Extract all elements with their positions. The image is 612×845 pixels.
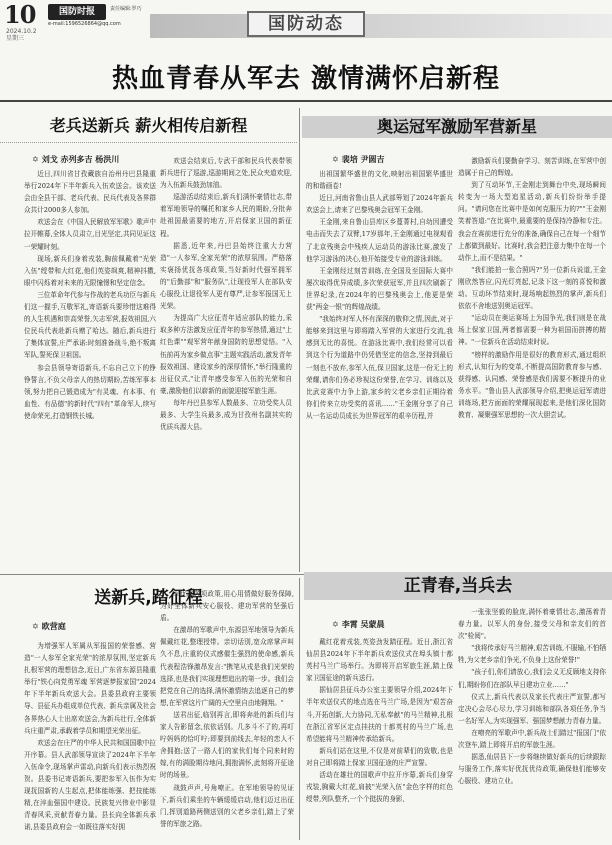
paragraph: "我将传承好马兰精神,艰苦训练,不服输,不怕牺牲,为父老乡亲们争光,不负身上这份荣誉!" xyxy=(458,644,606,665)
paragraph: 王金刚,来自鲁山县库区乡蔓菁村,自幼因遭受电击而失去了双臂,17岁那年,王金刚通过电视观看了北京残奥会中残疾人运动员的游泳比赛,激发了他学习游泳的决心,他开始接受专业的游泳训练。 xyxy=(306,218,453,263)
paragraph: 近日,河南省鲁山县人武部筹划了2024年新兵欢送会上,请来了巴黎残奥会冠军王金刚。 xyxy=(306,194,453,215)
column-divider xyxy=(299,578,300,840)
article3-title: 送新兵,踏征程 xyxy=(94,588,203,608)
article3-byline xyxy=(32,622,66,632)
paragraph: "榜样的激励作用是很好的教育形式,通过组织形式,认知行为的变革,不断提高国防教育参与感、获得感、认同感、荣誉感是我们需要不断提升的业务水平。"鲁山县人武部领导介绍,把奥运冠军请进训练场,把方面面的荣耀展现起来,是他们深化国防教育、凝聚强军思想的一次大胆尝试。 xyxy=(458,350,606,419)
issue-date xyxy=(6,28,37,42)
paragraph: "我们能拍一张合照吗?"另一位新兵说道,王金刚欣然答应,闪光灯亮起,记录下这一刻的喜悦和激动。互动环节结束时,现场响起热烈的掌声,新兵们依依不舍地送别奥运冠军。 xyxy=(458,265,606,311)
editor-credit: 责任编辑:罗巧 xyxy=(110,6,142,12)
paragraph: "我始终对军人怀有深深的敬仰之情,因此,对于能够来到这里与即将踏入军营的大家进行交流,我感到无比的喜悦。在游泳比赛中,我们经常可以看到这个行为道路中仍凭借坚定的信念,坚持到最后一刻也不放弃,参军入伍,保卫国家,这是一份无上的荣耀,请你们务必珍视这份荣誉,在学习、训练以及比武竞赛中力争上游,家乡的父老乡亲们正期待着你们传来立功受奖的喜讯……"王金刚分享了自己从一名运动员成长为世界冠军的艰辛历程,并 xyxy=(306,315,453,420)
article2-byline xyxy=(332,155,385,165)
paragraph: 巡游活动结束后,新兵们满怀豪情壮志,带着军地领导的嘱托和家乡人民的期盼,分批奔赴祖国最需要的地方,开启保家卫国的新征程。 xyxy=(160,193,292,238)
article1-column-1 xyxy=(24,168,156,566)
paragraph: 近日,四川省甘孜藏族自治州丹巴县隆重举行2024年下半年新兵入伍欢送会。该欢送会由全县干部、老兵代表、民兵代表及各界群众共计2000多人参加。 xyxy=(24,170,156,215)
weekday-text: 星期三 xyxy=(6,35,25,42)
paragraph: 据悉,仙居县下一步将继续做好新兵的后续跟踪与服务工作,落实好优抚优待政策,确保他们能够安心服役、建功立业。 xyxy=(458,753,606,786)
article3-column-2 xyxy=(160,588,294,840)
paragraph: 据仙居县征兵办公室主要领导介绍,2024年下半年欢送仪式的地点选在马兰广场,是因为"艰苦奋斗,开拓创新,大力协同,无私奉献"的马兰精神,扎根在浙江省军区定点挂扶的十都英村的马兰广场,也希望能将马兰精神传承给新兵。 xyxy=(306,686,453,743)
paragraph: 送君出征,临别再言,即将奔赴的新兵们与家人告影留念,依依话别。几多斗不了的,再叮咛妈妈的恰叮咛;即要到前线去,年轻的恋人不舍拥抱;送了一路人们的家伙们每个同来时的嫁,有的满脸期待地问,拥抱满怀,此刻将开征途时的场景。 xyxy=(160,710,294,780)
paragraph: 为提高广大应征青年适应部队的能力,采取多种方法激发应征青年的参军热情,通过"上红色课""观军营年献身国防的思想觉悟。"入伍前再为家乡做点事"主题实践活动,激发青年报效祖国、建设家乡的深厚情怀,"举行隆重的出征仪式,"让青年感受参军入伍的光荣和自豪,激励他们以崭新的面貌迎接军旅生涯。 xyxy=(160,314,292,395)
paragraph: 据悉,近年来,丹巴县始终注重大力营造"一人参军,全家光荣"的浓厚氛围。严格落实褒扬优抚各项政策,当好新时代强军拥军的"后勤部"和"服务队",让现役军人在部队安心服役,让退役军人更有尊严,让参军报国无上光荣。 xyxy=(160,241,292,311)
headline-rule xyxy=(0,100,612,102)
star-icon: ✡ xyxy=(32,622,39,631)
paragraph: 活动在雄壮的国歌声中拉开序幕,新兵们身穿戎装,胸戴大红花,肩披"光荣入伍"金色字样的红色绶带,列队整齐,一个个挺拔的身影, xyxy=(306,771,453,804)
article1-author: 刘戈 赤列多吉 杨洪川 xyxy=(41,155,120,164)
article4-column-2 xyxy=(458,606,606,840)
paragraph: 欢送会在《中国人民解放军军歌》歌声中拉开帷幕,全体人员肃立,目光坚定,共同见证这一荣耀时刻。 xyxy=(24,218,156,251)
paragraph: 王金刚经过刻苦训练,在全国及至国际大赛中屡次取得优异成绩,多次荣获冠军,并且四次刷新了世界纪录,在2024年的巴黎残奥会上,他更是荣获"两金一银"的辉煌战绩。 xyxy=(306,266,453,312)
star-icon: ✡ xyxy=(332,155,339,164)
masthead-logo: 国防时报 xyxy=(48,4,106,20)
paragraph: 出祖国繁华盛世的文化,映射出祖国繁华盛世的和谐画卷! xyxy=(306,170,453,191)
paragraph: 参会县领导寄语新兵,不忘自己立下的铮铮誓言,不负父母亲人的热切期盼,苦练军事本领,努力把自己锻造成为"有灵魂、有本事、有血性、有品德"的新时代"四有"革命军人,续写使命荣光,打造钢铁长城。 xyxy=(24,363,156,420)
article1-byline xyxy=(32,155,119,165)
article4-byline xyxy=(332,620,385,630)
page-headline: 热血青春从军去 激情满怀启新程 xyxy=(111,64,501,94)
paragraph: 现场,新兵们身着戎装,胸前佩戴着"光荣入伍"绶带和大红花,他们英姿飒爽,精神抖擞,眼中闪烁着对未来的无限憧憬和坚定信念。 xyxy=(24,254,156,287)
article1-column-2 xyxy=(160,155,292,566)
article2-column-1 xyxy=(306,168,453,566)
paragraph: 三位革命年代参与作战的老兵功臣与新兵们这一握手,互敬军礼,寄语新兵要珍惜这难得的人生机遇和崇高荣誉,矢志军营,报效祖国,六位民兵代表赴新兵赠了哈达。随后,新兵进行了集体宣誓,庄严承诺:时刻准备战斗,绝不叛离军队,誓死保卫祖国。 xyxy=(24,290,156,360)
paragraph: 仪式上,新兵代表以及家长代表庄严宣誓,都写定决心会尽心尽力,学习训练和部队各项任务,争当一名好军人,为实现强军、强国梦想献力青春力量。 xyxy=(458,692,606,725)
page-number: 10 xyxy=(4,0,36,29)
column-divider xyxy=(299,108,300,572)
paragraph: 激励新兵们要勤奋学习、刻苦训练,在军营中创造属于自己的辉煌。 xyxy=(458,157,606,178)
paragraph: 在嘹亮的军歌声中,新兵战士们踏过"报国门"依次登车,踏上即将开启的军旅生涯。 xyxy=(458,728,606,750)
article4-title: 正青春,当兵去 xyxy=(304,572,612,600)
article1-rule xyxy=(0,142,297,143)
paragraph: 为增强军人军属从军报国的荣誉感、营造"一人参军全家光荣"的浓厚氛围,坚定新兵扎根军营的理想信念,近日,广东省东源县隆重举行"铁心向党勇军魂 军营逐梦报家国"2024年下半年新兵欢送大会。县委县政府主要领导、县征兵办组成单位代表、新兵亲属及社会各界热心人士出席欢送会,为新兵壮行,全体新兵庄重严肃,承载着学员和期望光荣出征。 xyxy=(24,642,156,735)
paragraph: 每年丹巴县参军人数最多、立功受奖人员最多、大学生兵最多,成为甘孜州名副其实的优质兵源大县。 xyxy=(160,398,292,432)
paragraph: 战鼓声声,号角嘹正。在军地领导的见证下,新兵们乘坐的车辆缓缓启动,他们迈过出征门,挥别道路两侧送别的父老乡亲们,踏上了荣誉的军旅之路。 xyxy=(160,783,294,828)
article4-author: 李霄 吴蒙晨 xyxy=(341,620,385,629)
article3-column-1 xyxy=(24,640,156,840)
section-band xyxy=(150,14,612,38)
paragraph: 新兵们站在这里,不仅是对前辈们的致敬,也是对自己即将踏上保家卫国征途的庄严宣誓。 xyxy=(306,746,453,767)
star-icon: ✡ xyxy=(332,620,339,629)
article2-title: 奥运冠军激励军营新星 xyxy=(302,116,612,138)
editor-email: e-mail:1596526864@qq.com xyxy=(48,21,121,27)
paragraph: 戴红花着戎装,英姿劲发踏征程。近日,浙江省仙居县2024年下半年新兵欢送仪式在埠头镇十都英村马兰广场举行。为即将开启军旅生涯,踏上保家卫国征途的新兵送行。 xyxy=(306,638,453,683)
paragraph: 到了互动环节,王金刚走到舞台中央,现场瞬间转变为一场大型追星活动,新兵们纷纷举手提问。"请问您在比赛中是如何克服压力的?""王金刚笑着答道:"在比赛中,最重要的是保持冷静和专注。我会在赛前进行充分的准备,确保自己在每一个细节上都做到最好。比赛时,我会把注意力集中在每一个动作上,而不是结果。" xyxy=(458,181,606,262)
paragraph: 一张张坚毅的脸庞,满怀着豪情壮志,激荡着青春力量。以军人的身份,接受父母和亲友们的首次"检阅"。 xyxy=(458,608,606,641)
paragraph: "孩子们,你们请放心,我们会义无反顾地支持你们,期盼你们在部队早日建功立业……" xyxy=(458,668,606,689)
article4-column-1 xyxy=(306,636,453,840)
date-text: 2024.10.2 xyxy=(6,28,37,35)
paragraph: 军优属各项政策,用心用情做好服务保障,为好全体新兵安心服役、建功军营的坚强后盾。 xyxy=(160,590,294,623)
article3-author: 欧营庭 xyxy=(41,622,66,631)
paragraph: 在激昂的军歌声中,东源县军地领导为新兵佩戴红花,整理授带。亲切话别,宽众席掌声叫久不息,庄重的仪式感催生强烈的使命感,新兵代表程浩锋激昂发言:"携笔从戎是我们光荣的选择,也是我们实现理想追出的第一步。我们会把党在自己的选择,满怀激情纳去追逐自己的梦想,在军营这片广阔的天空里自由地翱翔。" xyxy=(160,626,294,707)
paragraph: 欢送会在庄严的中华人民共和国国歌中拉开序幕。县人武部领导宣读了2024年下半年入伍命令,现场掌声雷动,向新兵们表示热烈祝贺。县委书记寄语新兵,要把参军入伍作为实现抚国新的人生起点,把体能练强、把技能练精,在淬血强国中建设。民族复兴伟业中影显青春风采,贡献青春力量。县长向全体新兵承诺,县委县政府会一如既往落实好拥 xyxy=(24,738,156,832)
section-title: 国防动态 xyxy=(247,11,365,37)
article1-title: 老兵送新兵 薪火相传启新程 xyxy=(49,116,248,135)
star-icon: ✡ xyxy=(32,155,39,164)
paragraph: 欢送会结束后,专武干部和民兵代表带领新兵进行了巡游,巡游期间之处,民众夹道欢迎,为入伍新兵鼓劲加油。 xyxy=(160,157,292,190)
article2-column-2 xyxy=(458,155,606,566)
article2-author: 裴培 尹圆吉 xyxy=(341,155,385,164)
paragraph: "运动员在奥运赛场上为国争光,我们则是在战场上保家卫国,两者都需要一种为祖国而拼搏的精神。"一位新兵在活动结束时说。 xyxy=(458,314,606,347)
